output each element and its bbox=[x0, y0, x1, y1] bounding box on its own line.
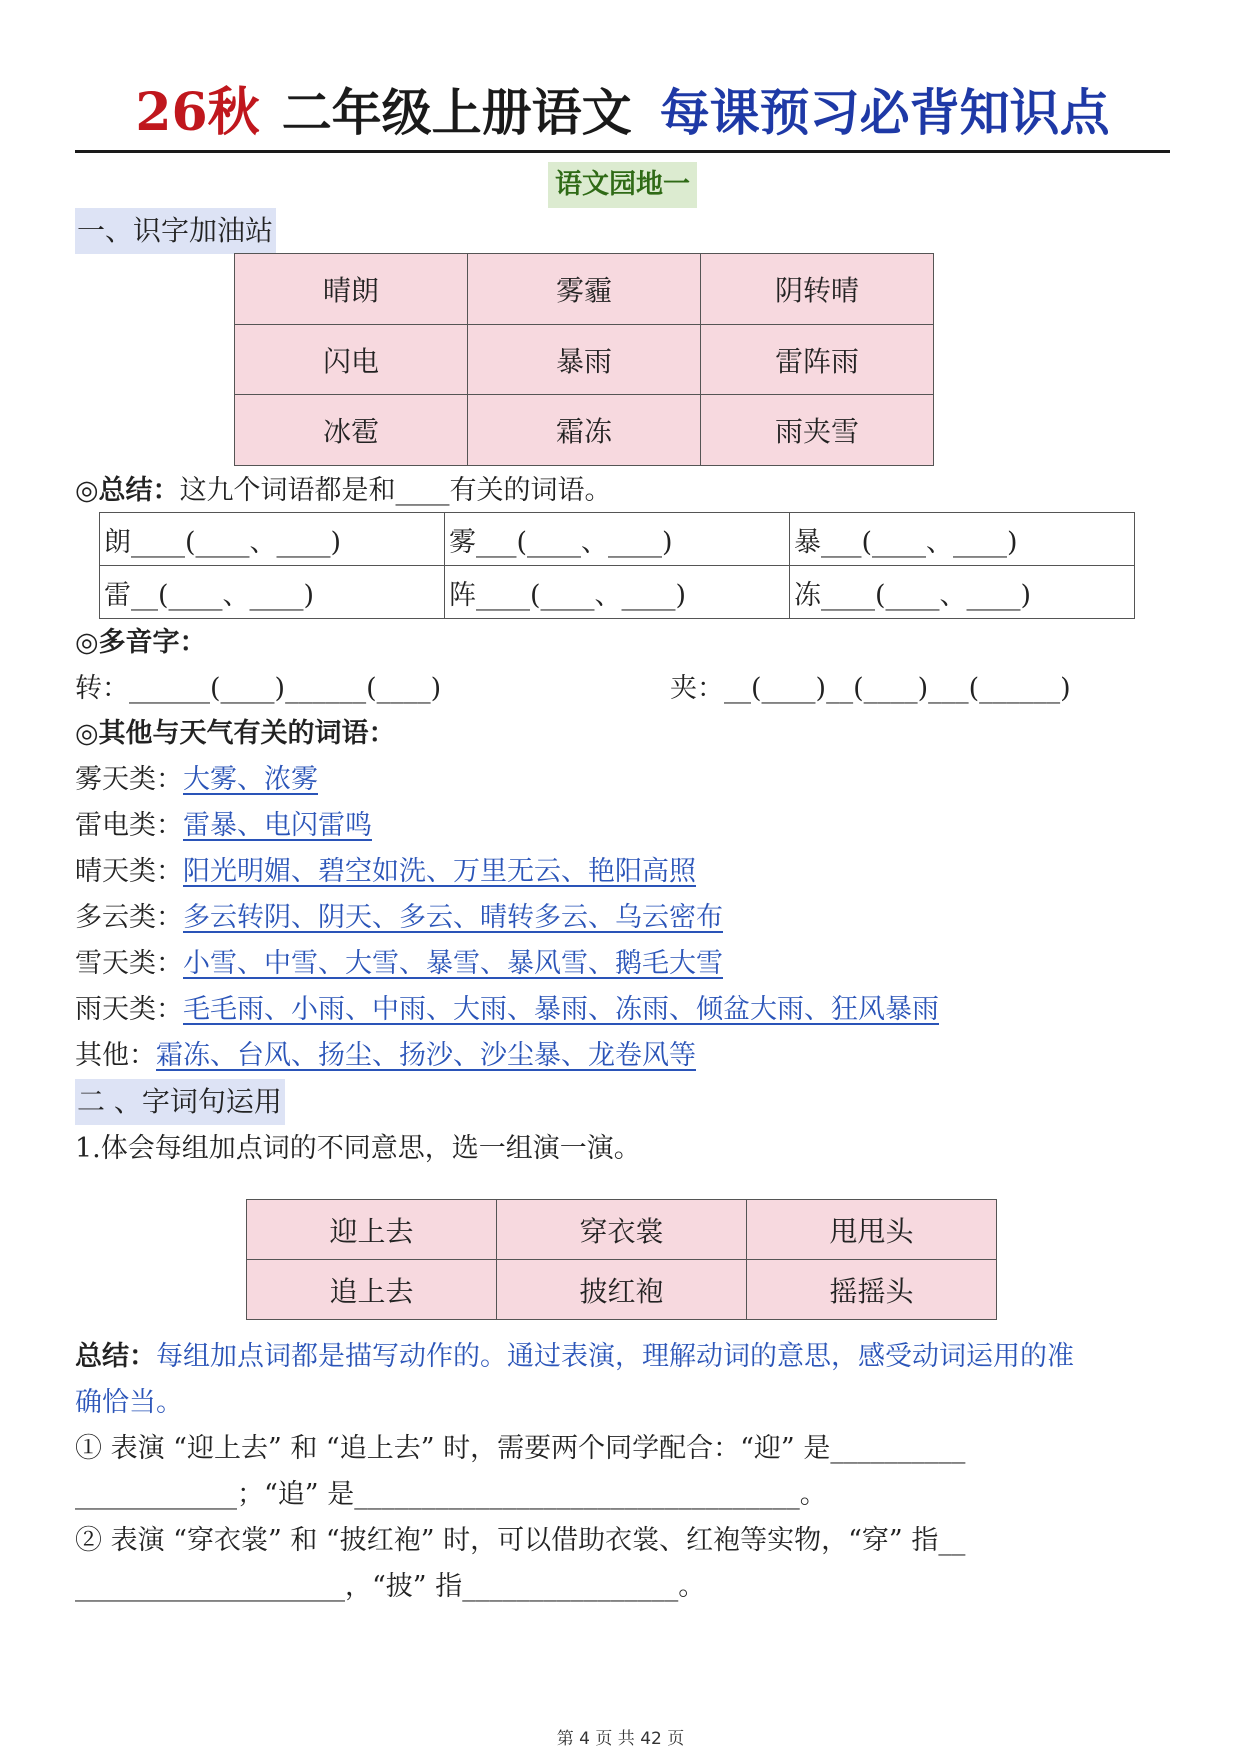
polyphone-label: ◎多音字： bbox=[75, 627, 207, 658]
weather-words: 阳光明媚、碧空如洗、万里无云、艳阳高照 bbox=[183, 856, 696, 887]
exercise-item-2: ② 表演 “穿衣裳” 和 “披红袍” 时，可以借助衣裳、红袍等实物，“穿” 指__ bbox=[75, 1525, 966, 1556]
word-cell: 晴朗 bbox=[235, 254, 468, 325]
word-cell: 冰雹 bbox=[235, 395, 468, 466]
fill-cell: 雷__(____、____) bbox=[100, 566, 445, 619]
question-text: 1.体会每组加点词的不同意思，选一组演一演。 bbox=[75, 1133, 641, 1164]
weather-row bbox=[75, 898, 723, 938]
polyphone-item: 转：______(____)______(____) bbox=[75, 673, 442, 704]
weather-words: 小雪、中雪、大雪、暴雪、暴风雪、鹅毛大雪 bbox=[183, 948, 723, 979]
word-cell: 披红袍 bbox=[497, 1260, 747, 1320]
fill-cell: 朗____(____、____) bbox=[100, 513, 445, 566]
summary-2-text: 每组加点词都是描写动作的。通过表演，理解动词的意思，感受动词运用的准 bbox=[156, 1341, 1074, 1372]
weather-row bbox=[75, 760, 318, 800]
section-1-heading: 一、识字加油站 bbox=[75, 208, 276, 254]
page-title bbox=[75, 78, 1170, 153]
exercise-item-1-continued: ____________；“追” 是_________________________________。 bbox=[75, 1479, 827, 1510]
weather-words: 霜冻、台风、扬尘、扬沙、沙尘暴、龙卷风等 bbox=[156, 1040, 696, 1071]
section-2-heading: 二 、字词句运用 bbox=[75, 1079, 285, 1125]
fill-cell: 冻____(____、____) bbox=[790, 566, 1135, 619]
weather-words: 毛毛雨、小雨、中雨、大雨、暴雨、冻雨、倾盆大雨、狂风暴雨 bbox=[183, 994, 939, 1025]
weather-category: 雾天类： bbox=[75, 764, 183, 795]
word-cell: 追上去 bbox=[247, 1260, 497, 1320]
weather-category: 雪天类： bbox=[75, 948, 183, 979]
summary-line bbox=[75, 471, 612, 511]
weather-words: 大雾、浓雾 bbox=[183, 764, 318, 795]
weather-row bbox=[75, 990, 939, 1030]
word-table-2 bbox=[246, 1199, 997, 1320]
fill-cell: 雾___(____、____) bbox=[445, 513, 790, 566]
title-semester: 26秋 bbox=[135, 82, 260, 143]
word-cell: 穿衣裳 bbox=[497, 1200, 747, 1260]
weather-words-label: ◎其他与天气有关的词语： bbox=[75, 718, 396, 749]
exercise-item-2-continued: ____________________，“披” 指________________。 bbox=[75, 1571, 706, 1602]
summary-text: 这九个词语都是和____有关的词语。 bbox=[179, 475, 612, 506]
weather-words: 雷暴、电闪雷鸣 bbox=[183, 810, 372, 841]
weather-category: 雨天类： bbox=[75, 994, 183, 1025]
weather-words: 多云转阴、阴天、多云、晴转多云、乌云密布 bbox=[183, 902, 723, 933]
weather-row bbox=[75, 1036, 696, 1076]
word-cell: 阴转晴 bbox=[701, 254, 934, 325]
lesson-subtitle: 语文园地一 bbox=[548, 162, 697, 208]
weather-category: 多云类： bbox=[75, 902, 183, 933]
summary-2-label: 总结： bbox=[75, 1341, 156, 1372]
page-number: 第 4 页 共 42 页 bbox=[556, 1729, 685, 1749]
summary-2 bbox=[75, 1337, 1074, 1377]
summary-label: ◎总结： bbox=[75, 475, 180, 506]
title-topic: 每课预习必背知识点 bbox=[659, 84, 1110, 142]
word-cell: 摇摇头 bbox=[747, 1260, 997, 1320]
word-table-1 bbox=[234, 253, 934, 466]
weather-row bbox=[75, 852, 696, 892]
weather-category: 雷电类： bbox=[75, 810, 183, 841]
fill-cell: 暴___(____、____) bbox=[790, 513, 1135, 566]
word-cell: 闪电 bbox=[235, 325, 468, 395]
word-cell: 雨夹雪 bbox=[701, 395, 934, 466]
word-cell: 雾霾 bbox=[468, 254, 701, 325]
word-cell: 雷阵雨 bbox=[701, 325, 934, 395]
word-cell: 迎上去 bbox=[247, 1200, 497, 1260]
summary-2-continued: 确恰当。 bbox=[75, 1387, 183, 1418]
fill-in-table bbox=[99, 512, 1135, 619]
word-cell: 甩甩头 bbox=[747, 1200, 997, 1260]
word-cell: 霜冻 bbox=[468, 395, 701, 466]
weather-row bbox=[75, 806, 372, 846]
polyphone-item: 夹：__(____)__(____)___(______) bbox=[670, 673, 1071, 704]
exercise-item-1: ① 表演 “迎上去” 和 “追上去” 时，需要两个同学配合：“迎” 是__________ bbox=[75, 1433, 966, 1464]
fill-cell: 阵____(____、____) bbox=[445, 566, 790, 619]
title-grade: 二年级上册语文 bbox=[281, 84, 632, 142]
weather-category: 其他： bbox=[75, 1040, 156, 1071]
weather-category: 晴天类： bbox=[75, 856, 183, 887]
weather-row bbox=[75, 944, 723, 984]
word-cell: 暴雨 bbox=[468, 325, 701, 395]
